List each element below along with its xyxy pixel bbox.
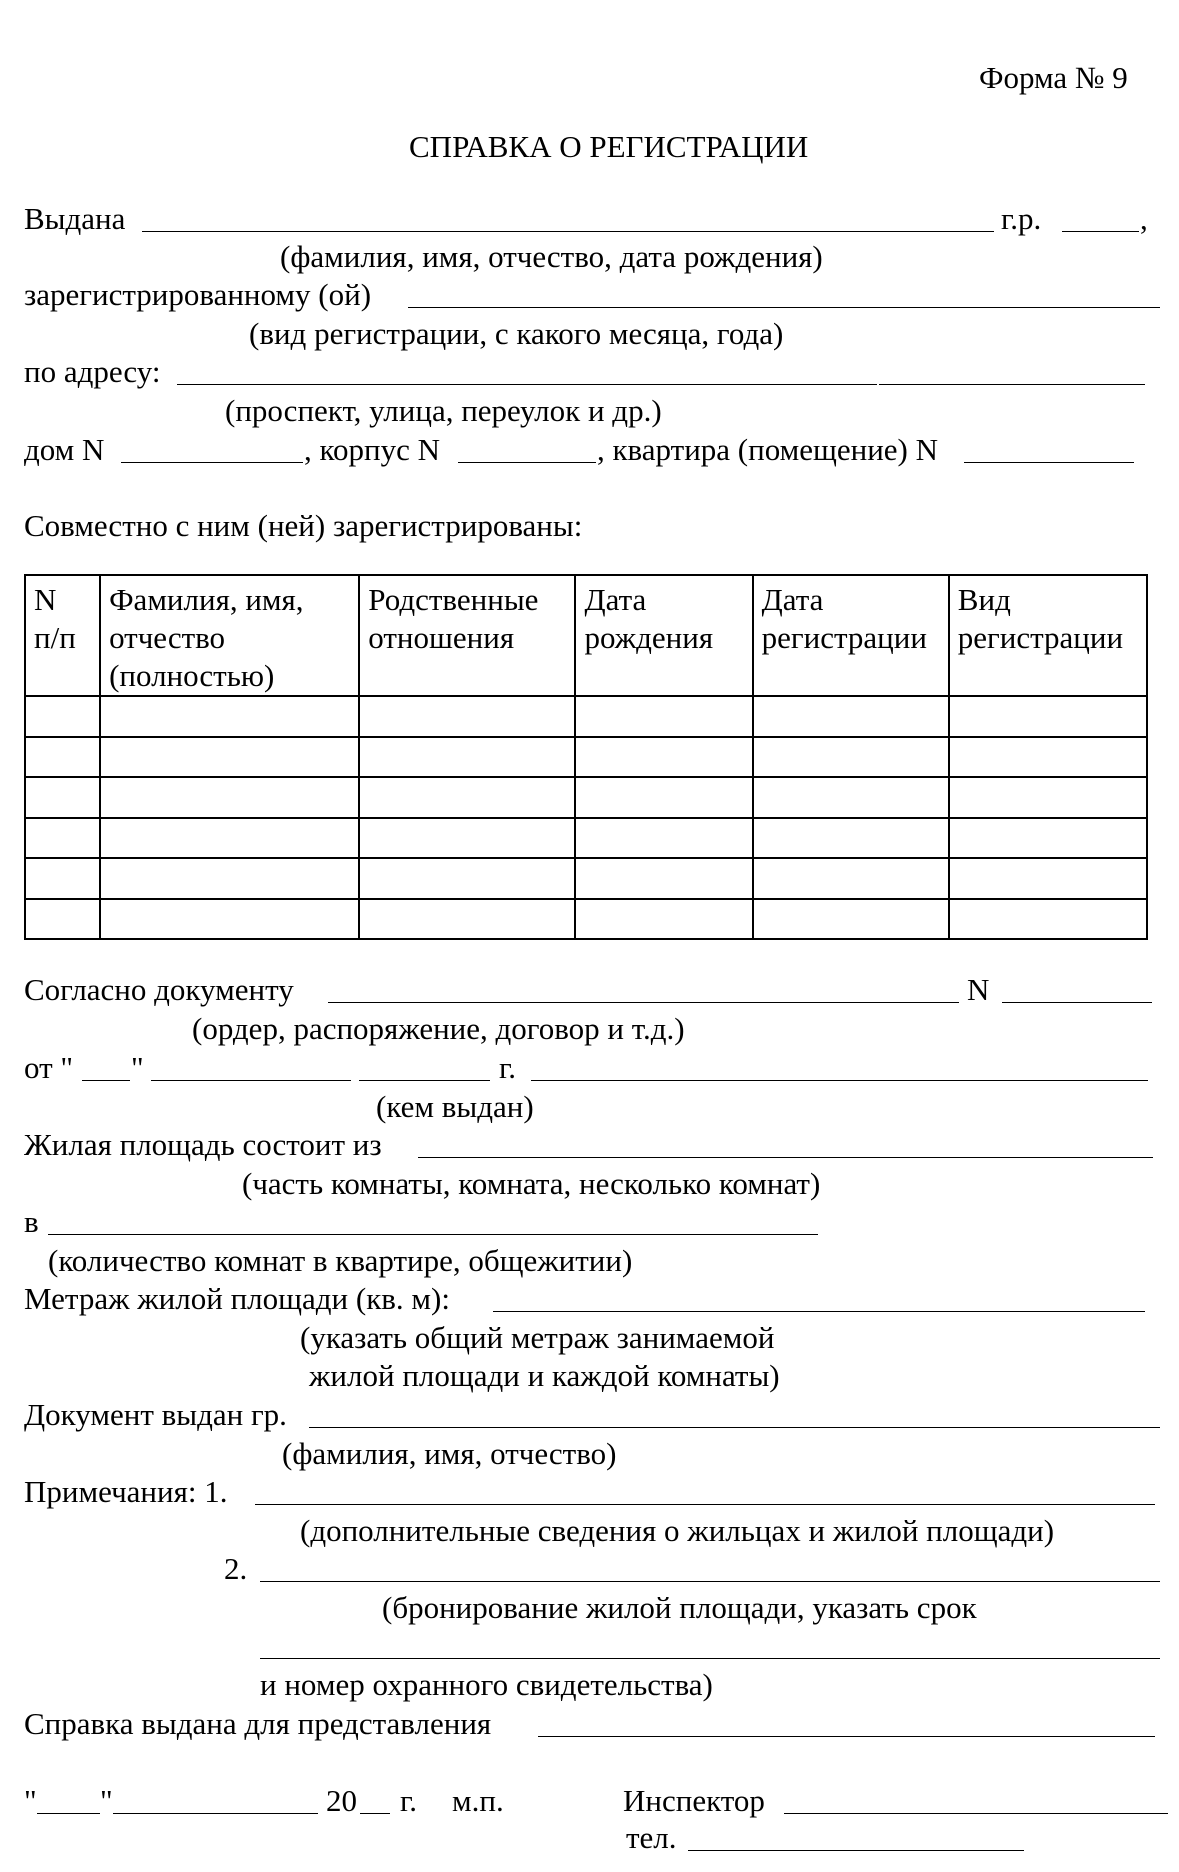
document-field[interactable] bbox=[328, 1002, 959, 1003]
area-hint-2: жилой площади и каждой комнаты) bbox=[309, 1358, 780, 1393]
table-cell[interactable] bbox=[753, 696, 949, 737]
column-header: N п/п bbox=[25, 575, 100, 696]
registered-hint: (вид регистрации, с какого месяца, года) bbox=[249, 316, 784, 351]
table-cell[interactable] bbox=[25, 737, 100, 778]
document-hint: (ордер, распоряжение, договор и т.д.) bbox=[192, 1011, 685, 1046]
date-quote-close: " bbox=[131, 1050, 144, 1085]
footer-year-prefix: 20 bbox=[326, 1783, 357, 1818]
phone-label: тел. bbox=[626, 1820, 677, 1855]
table-cell[interactable] bbox=[753, 818, 949, 859]
living-space-label: Жилая площадь состоит из bbox=[24, 1127, 382, 1162]
table-row bbox=[25, 899, 1147, 940]
table-row bbox=[25, 696, 1147, 737]
table-row bbox=[25, 858, 1147, 899]
note-2-hint-a: (бронирование жилой площади, указать срок bbox=[382, 1590, 977, 1625]
note-2-label: 2. bbox=[224, 1551, 248, 1586]
in-hint: (количество комнат в квартире, общежитии) bbox=[48, 1243, 633, 1278]
date-day-field[interactable] bbox=[82, 1080, 130, 1081]
table-cell[interactable] bbox=[949, 696, 1147, 737]
seal-placeholder: м.п. bbox=[452, 1783, 504, 1818]
area-field[interactable] bbox=[493, 1311, 1145, 1312]
building-field[interactable] bbox=[458, 462, 596, 463]
column-header: Дата рождения bbox=[575, 575, 752, 696]
column-header: Дата регистрации bbox=[753, 575, 949, 696]
co-registered-table bbox=[24, 574, 1148, 940]
apartment-label: , квартира (помещение) N bbox=[597, 432, 939, 467]
address-label: по адресу: bbox=[24, 354, 161, 389]
document-year-label: г. bbox=[499, 1050, 516, 1085]
document-label: Согласно документу bbox=[24, 972, 294, 1007]
document-number-field[interactable] bbox=[1002, 1002, 1152, 1003]
table-cell[interactable] bbox=[949, 777, 1147, 818]
table-cell[interactable] bbox=[25, 818, 100, 859]
issued-hint: (фамилия, имя, отчество, дата рождения) bbox=[280, 239, 823, 274]
in-label: в bbox=[24, 1204, 39, 1239]
table-cell[interactable] bbox=[575, 737, 752, 778]
note-1-field[interactable] bbox=[255, 1504, 1155, 1505]
footer-year-suffix: г. bbox=[400, 1783, 417, 1818]
registered-field[interactable] bbox=[408, 307, 1160, 308]
column-header: Родственные отношения bbox=[359, 575, 575, 696]
note-1-hint: (дополнительные сведения о жильцах и жилой площади) bbox=[300, 1513, 1055, 1548]
document-number-label: N bbox=[967, 972, 990, 1007]
table-cell[interactable] bbox=[575, 818, 752, 859]
document-issuer-field[interactable] bbox=[531, 1080, 1148, 1081]
note-2-field[interactable] bbox=[260, 1581, 1160, 1582]
note-2-hint-b: и номер охранного свидетельства) bbox=[260, 1667, 713, 1702]
table-row bbox=[25, 818, 1147, 859]
house-label: дом N bbox=[24, 432, 105, 467]
area-label: Метраж жилой площади (кв. м): bbox=[24, 1281, 450, 1316]
address-field-extra[interactable] bbox=[879, 384, 1145, 385]
issued-to-label: Документ выдан гр. bbox=[24, 1397, 287, 1432]
house-field[interactable] bbox=[121, 462, 303, 463]
issued-label: Выдана bbox=[24, 201, 126, 236]
table-cell[interactable] bbox=[25, 858, 100, 899]
page-title: СПРАВКА О РЕГИСТРАЦИИ bbox=[409, 129, 809, 164]
table-cell[interactable] bbox=[753, 858, 949, 899]
table-cell[interactable] bbox=[359, 777, 575, 818]
building-label: , корпус N bbox=[304, 432, 440, 467]
table-cell[interactable] bbox=[359, 899, 575, 940]
notes-label: Примечания: 1. bbox=[24, 1474, 228, 1509]
table-cell[interactable] bbox=[575, 858, 752, 899]
note-2-field-extra[interactable] bbox=[260, 1658, 1160, 1659]
table-header-row bbox=[25, 575, 1147, 696]
table-row bbox=[25, 737, 1147, 778]
comma: , bbox=[1140, 201, 1148, 236]
footer-month-field[interactable] bbox=[113, 1813, 318, 1814]
date-month-field[interactable] bbox=[151, 1080, 351, 1081]
table-cell[interactable] bbox=[949, 899, 1147, 940]
birth-year-field[interactable] bbox=[1062, 231, 1139, 232]
table-cell[interactable] bbox=[753, 777, 949, 818]
footer-year-field[interactable] bbox=[360, 1813, 390, 1814]
table-cell[interactable] bbox=[100, 858, 359, 899]
table-cell[interactable] bbox=[100, 737, 359, 778]
table-cell[interactable] bbox=[949, 818, 1147, 859]
presentation-label: Справка выдана для представления bbox=[24, 1706, 492, 1741]
issuer-hint: (кем выдан) bbox=[376, 1089, 534, 1124]
table-cell[interactable] bbox=[25, 777, 100, 818]
issued-name-field[interactable] bbox=[142, 231, 994, 232]
presentation-field[interactable] bbox=[538, 1736, 1155, 1737]
footer-day-field[interactable] bbox=[37, 1813, 100, 1814]
in-field[interactable] bbox=[48, 1234, 818, 1235]
table-cell[interactable] bbox=[100, 899, 359, 940]
birth-year-label: г.р. bbox=[1001, 201, 1042, 236]
table-cell[interactable] bbox=[25, 899, 100, 940]
address-field[interactable] bbox=[177, 384, 877, 385]
table-cell[interactable] bbox=[753, 737, 949, 778]
table-cell[interactable] bbox=[359, 858, 575, 899]
inspector-field[interactable] bbox=[784, 1813, 1168, 1814]
column-header: Вид регистрации bbox=[949, 575, 1147, 696]
living-space-field[interactable] bbox=[418, 1157, 1153, 1158]
area-hint-1: (указать общий метраж занимаемой bbox=[300, 1320, 775, 1355]
date-year-field[interactable] bbox=[359, 1080, 490, 1081]
table-cell[interactable] bbox=[949, 858, 1147, 899]
table-cell[interactable] bbox=[949, 737, 1147, 778]
table-cell[interactable] bbox=[359, 696, 575, 737]
table-cell[interactable] bbox=[359, 737, 575, 778]
address-hint: (проспект, улица, переулок и др.) bbox=[225, 393, 662, 428]
table-cell[interactable] bbox=[25, 696, 100, 737]
table-cell[interactable] bbox=[100, 818, 359, 859]
table-cell[interactable] bbox=[100, 777, 359, 818]
inspector-label: Инспектор bbox=[623, 1783, 765, 1818]
table-cell[interactable] bbox=[575, 777, 752, 818]
co-registered-label: Совместно с ним (ней) зарегистрированы: bbox=[24, 508, 583, 543]
issued-to-hint: (фамилия, имя, отчество) bbox=[282, 1436, 617, 1471]
footer-quote-open: " bbox=[24, 1783, 37, 1818]
table-cell[interactable] bbox=[100, 696, 359, 737]
column-header: Фамилия, имя, отчество (полностью) bbox=[100, 575, 359, 696]
footer-quote-close: " bbox=[100, 1783, 113, 1818]
table-cell[interactable] bbox=[753, 899, 949, 940]
living-space-hint: (часть комнаты, комната, несколько комнат) bbox=[242, 1166, 821, 1201]
issued-to-field[interactable] bbox=[309, 1427, 1160, 1428]
date-prefix: от " bbox=[24, 1050, 74, 1085]
table-cell[interactable] bbox=[575, 899, 752, 940]
table-cell[interactable] bbox=[359, 818, 575, 859]
table-cell[interactable] bbox=[575, 696, 752, 737]
registered-label: зарегистрированному (ой) bbox=[24, 277, 372, 312]
table-row bbox=[25, 777, 1147, 818]
form-number: Форма № 9 bbox=[979, 60, 1128, 95]
phone-field[interactable] bbox=[688, 1850, 1024, 1851]
apartment-field[interactable] bbox=[964, 462, 1134, 463]
